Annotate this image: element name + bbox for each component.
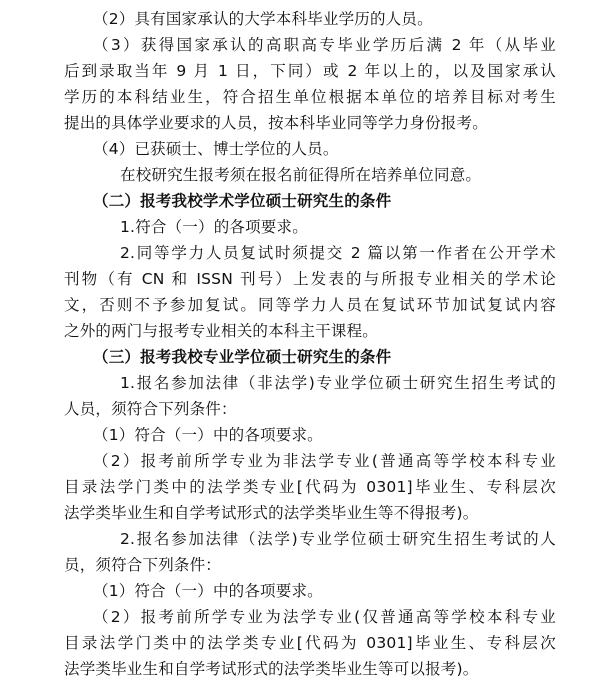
text-line: （1）符合（一）中的各项要求。	[93, 582, 323, 600]
text-line: 文，否则不予参加复试。同等学力人员在复试环节加试复试内容	[64, 296, 556, 314]
text-line: 之外的两门与报考专业相关的本科主干课程。	[64, 322, 379, 340]
text-line: 员，须符合下列条件：	[64, 556, 222, 574]
text-line: 2.报名参加法律（法学)专业学位硕士研究生招生考试的人	[120, 530, 556, 548]
text-line: 人员，须符合下列条件：	[64, 400, 237, 418]
text-line: 法学类毕业生和自学考试形式的法学类毕业生等可以报考)。	[64, 660, 479, 678]
text-line: 学历的本科结业生，符合招生单位根据本单位的培养目标对考生	[64, 88, 556, 106]
text-line: 刊物（有 CN 和 ISSN 刊号）上发表的与所报专业相关的学术论	[64, 270, 556, 288]
section-heading: （二）报考我校学术学位硕士研究生的条件	[93, 192, 392, 210]
text-line: （2）报考前所学专业为法学专业(仅普通高等学校本科专业	[93, 608, 556, 626]
text-line: 后到录取当年 9 月 1 日，下同）或 2 年以上的，以及国家承认	[64, 62, 556, 80]
text-line: （2）具有国家承认的大学本科毕业学历的人员。	[93, 10, 433, 28]
text-line: （4）已获硕士、博士学位的人员。	[93, 140, 339, 158]
text-line: （2）报考前所学专业为非法学专业(普通高等学校本科专业	[93, 452, 556, 470]
text-line: 法学类毕业生和自学考试形式的法学类毕业生等不得报考)。	[64, 504, 479, 522]
text-line: 目录法学门类中的法学类专业[代码为 0301]毕业生、专科层次	[64, 478, 556, 496]
text-line: 1.报名参加法律（非法学)专业学位硕士研究生招生考试的	[120, 374, 556, 392]
text-line: （1）符合（一）中的各项要求。	[93, 426, 323, 444]
text-line: 1.符合（一）的各项要求。	[120, 218, 308, 236]
text-line: 2.同等学力人员复试时须提交 2 篇以第一作者在公开学术	[120, 244, 556, 262]
section-heading: （三）报考我校专业学位硕士研究生的条件	[93, 348, 392, 366]
text-line: 在校研究生报考须在报名前征得所在培养单位同意。	[120, 166, 482, 184]
text-line: （3）获得国家承认的高职高专毕业学历后满 2 年（从毕业	[93, 36, 556, 54]
text-line: 提出的具体学业要求的人员，按本科毕业同等学力身份报考。	[64, 114, 488, 132]
text-line: 目录法学门类中的法学类专业[代码为 0301]毕业生、专科层次	[64, 634, 556, 652]
